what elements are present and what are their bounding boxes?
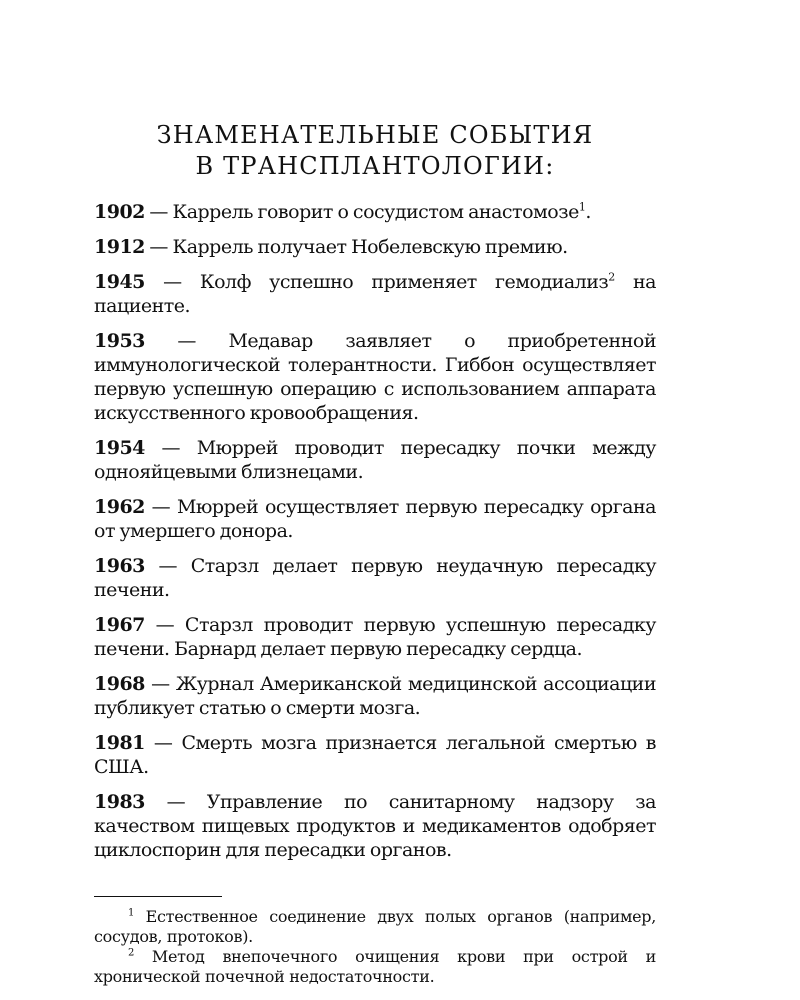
footnote-text: Естественное соединение двух полых органов (например, сосудов, протоков).: [94, 907, 656, 946]
footnote-divider: [94, 896, 222, 897]
event-year: 1912: [94, 236, 145, 258]
event-year: 1962: [94, 496, 145, 518]
event-year: 1963: [94, 555, 145, 577]
event-year: 1967: [94, 614, 145, 636]
event-dash: —: [144, 732, 182, 754]
event-dash: —: [144, 555, 191, 577]
title-line-1: ЗНАМЕНАТЕЛЬНЫЕ СОБЫТИЯ: [156, 121, 594, 149]
event-1954: [94, 436, 656, 484]
event-year: 1968: [94, 673, 145, 695]
events-list: [94, 200, 656, 862]
event-text: Каррель получает Нобелевскую премию.: [172, 236, 568, 258]
footnote-ref-1: 1: [578, 200, 586, 214]
event-year: 1953: [94, 330, 145, 352]
event-year: 1954: [94, 437, 145, 459]
event-text: Старзл делает первую неудачную пересадку печени.: [94, 555, 656, 601]
event-1902: [94, 200, 656, 224]
event-1962: [94, 495, 656, 543]
event-dash: —: [144, 496, 177, 518]
page-title: [94, 120, 656, 182]
event-year: 1945: [94, 271, 145, 293]
event-dash: —: [144, 330, 229, 352]
event-dash: —: [144, 271, 200, 293]
event-text: Журнал Американской медицинской ассоциации публикует статью о смерти мозга.: [94, 673, 656, 719]
event-dash: —: [144, 236, 173, 258]
event-text: Мюррей проводит пересадку почки между однояйцевыми близнецами.: [94, 437, 656, 483]
event-1963: [94, 554, 656, 602]
event-year: 1983: [94, 791, 145, 813]
event-year: 1902: [94, 201, 145, 223]
event-dash: —: [144, 437, 197, 459]
event-1981: [94, 731, 656, 779]
event-dash: —: [144, 791, 207, 813]
footnote-mark: 1: [128, 907, 135, 919]
book-page: [94, 120, 656, 987]
event-dash: —: [144, 201, 173, 223]
event-1953: [94, 329, 656, 425]
event-text: Мюррей осуществляет первую пересадку органа от умершего донора.: [94, 496, 656, 542]
event-1967: [94, 613, 656, 661]
event-dash: —: [144, 673, 176, 695]
footnote-2: [94, 947, 656, 987]
footnote-text: Метод внепочечного очищения крови при острой и хронической почечной недостаточности.: [94, 947, 656, 986]
event-1945: [94, 270, 656, 318]
event-text: Каррель говорит о сосудистом анастомозе: [172, 201, 579, 223]
footnote-1: [94, 907, 656, 947]
event-year: 1981: [94, 732, 145, 754]
event-text: Медавар заявляет о приобретенной иммунологической толерантности. Гиббон осуществляет первую успешную операцию с использованием аппарата искусственного кровообращения.: [94, 330, 656, 424]
footnote-ref-2: 2: [608, 270, 615, 284]
event-1983: [94, 790, 656, 862]
event-1968: [94, 672, 656, 720]
event-tail: на пациенте.: [94, 271, 656, 317]
title-line-2: В ТРАНСПЛАНТОЛОГИИ:: [195, 152, 555, 180]
event-text: Смерть мозга признается легальной смертью в США.: [94, 732, 656, 778]
event-dash: —: [144, 614, 185, 636]
footnote-mark: 2: [128, 947, 135, 959]
event-tail: .: [585, 201, 591, 223]
event-1912: [94, 235, 656, 259]
event-text: Старзл проводит первую успешную пересадку печени. Барнард делает первую пересадку сердца.: [94, 614, 656, 660]
event-text: Колф успешно применяет гемодиализ: [199, 271, 609, 293]
footnotes: [94, 907, 656, 987]
event-text: Управление по санитарному надзору за качеством пищевых продуктов и медикаментов одобряет циклоспорин для пересадки органов.: [94, 791, 656, 861]
